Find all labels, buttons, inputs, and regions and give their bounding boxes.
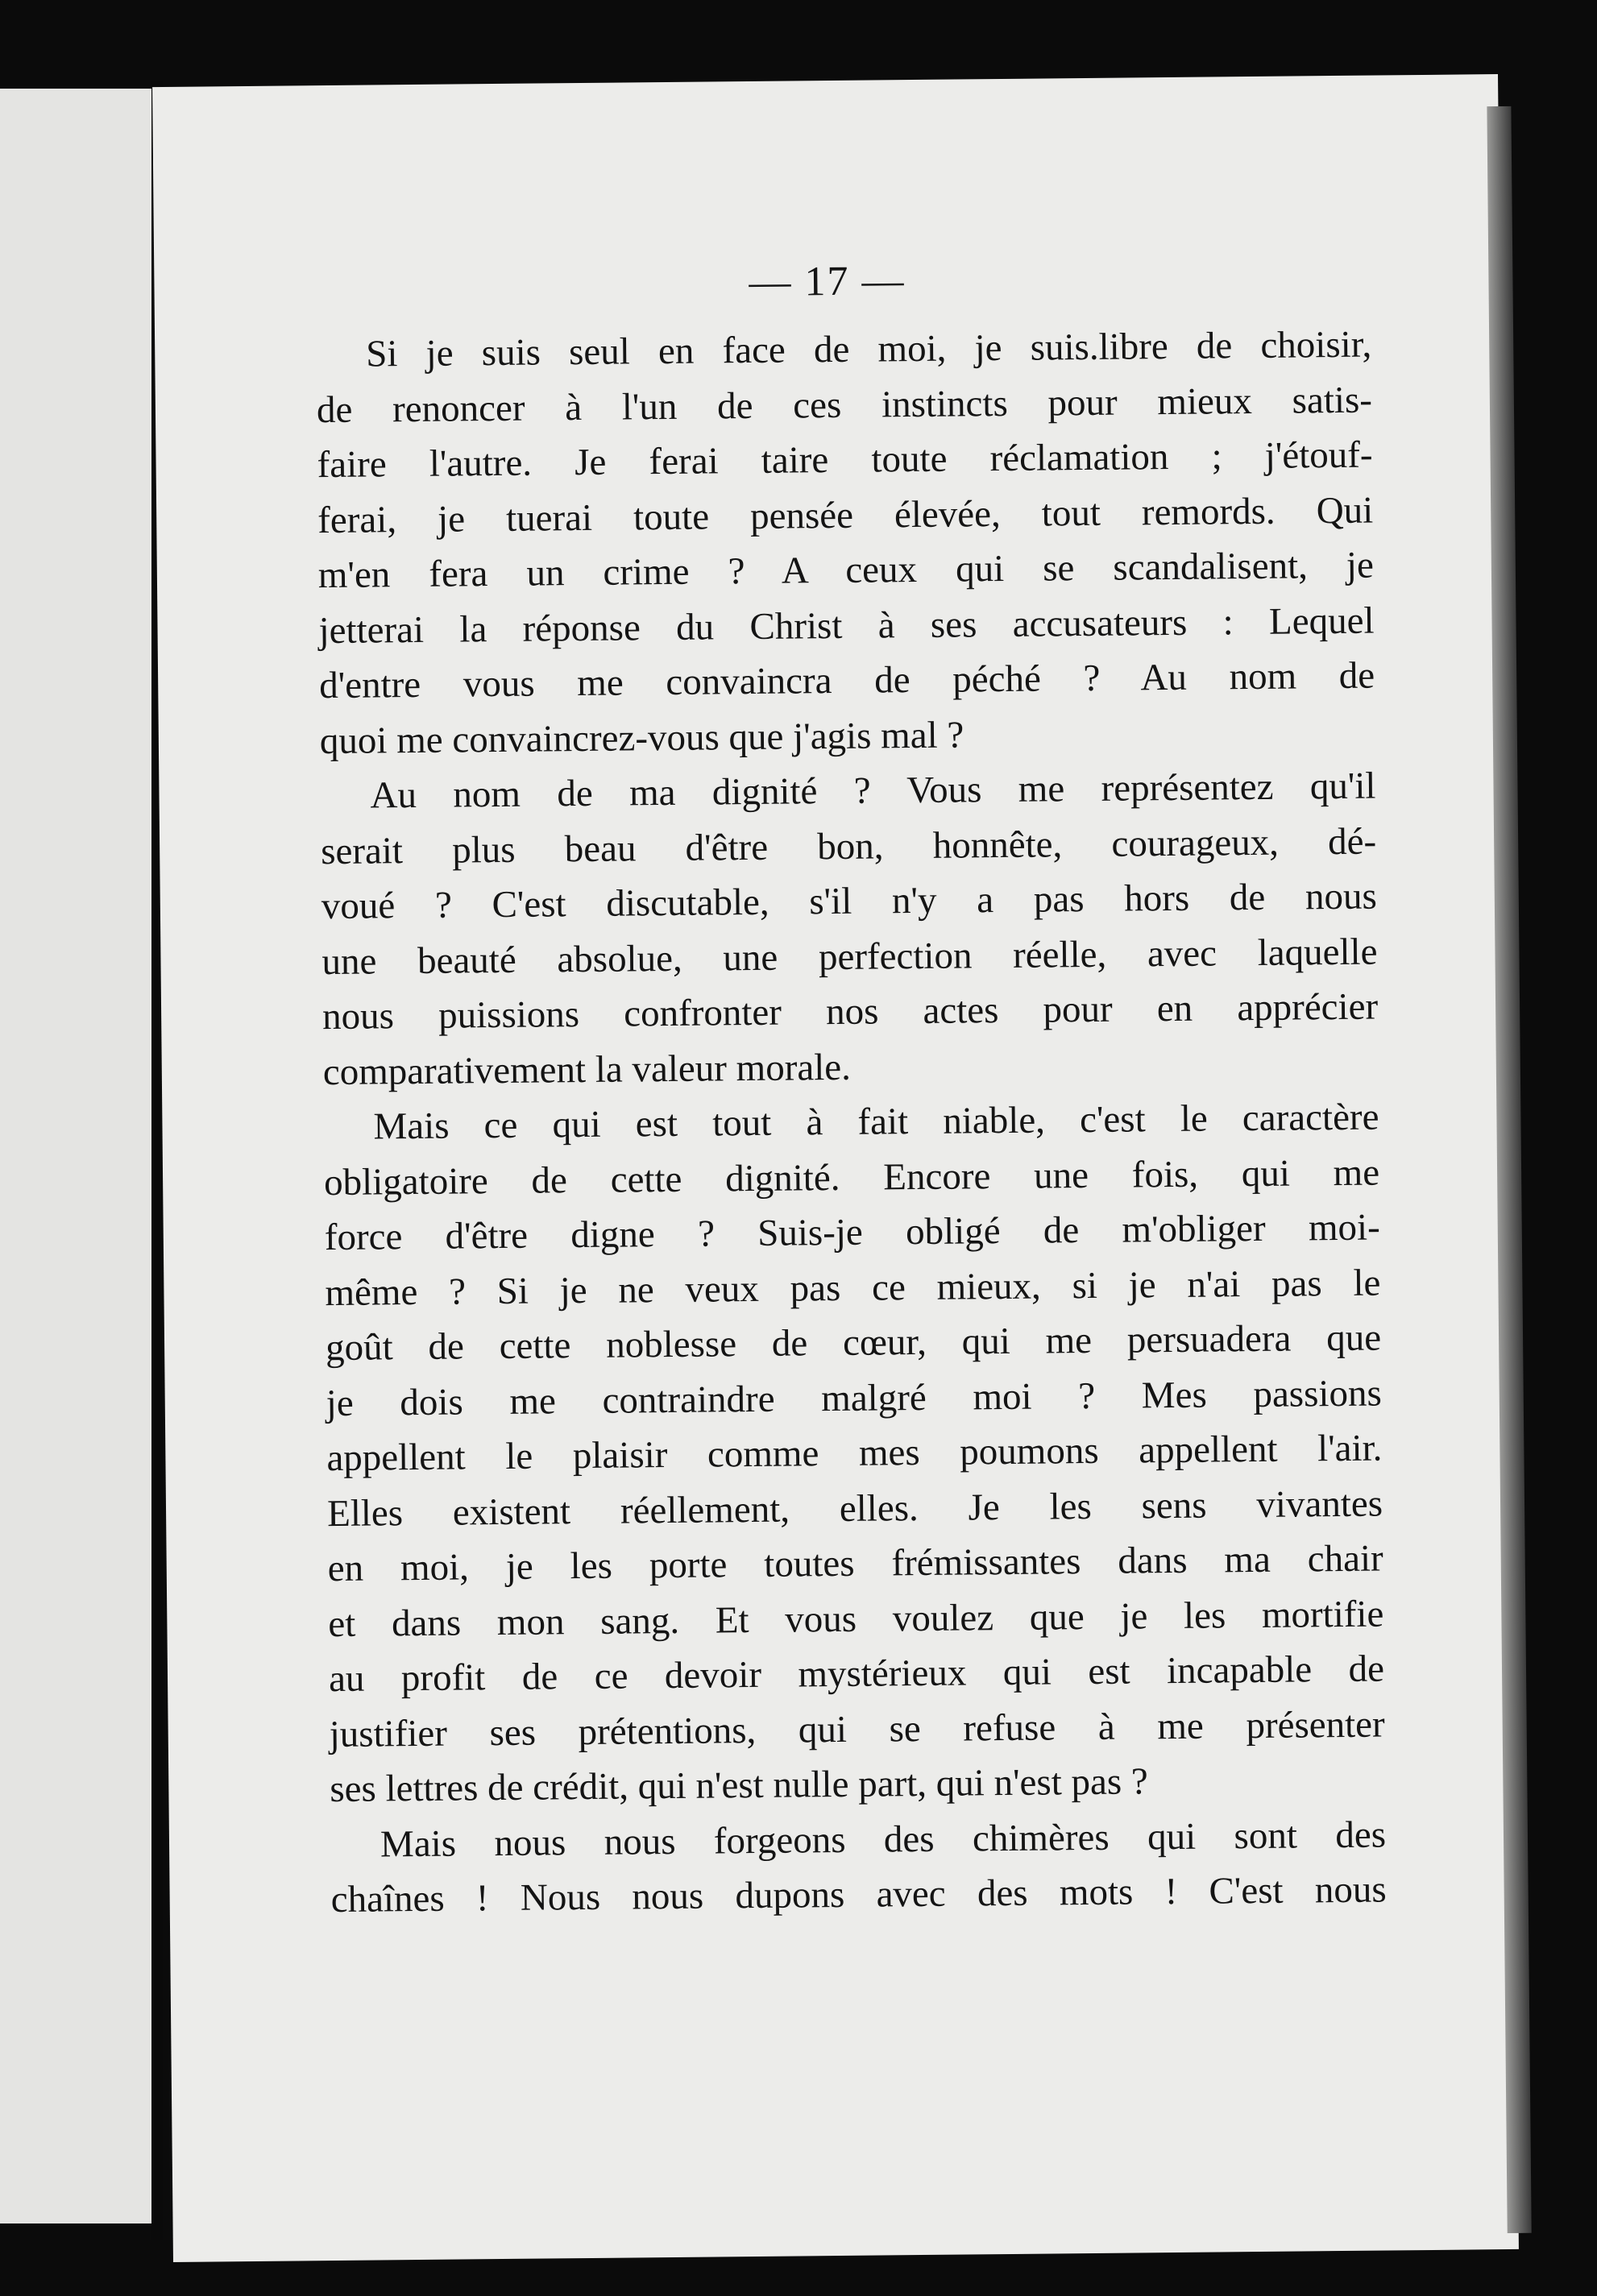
text-line: Mais ce qui est tout à fait niable, c'est le caractère [373, 1096, 1379, 1148]
text-line: serait plus beau d'être bon, honnête, courageux, dé- [320, 820, 1377, 872]
text-line: obligatoire de cette dignité. Encore une fois, qui me [323, 1151, 1380, 1204]
text-line: ferai, je tuerai toute pensée élevée, tout remords. Qui [317, 489, 1374, 541]
page-body [316, 317, 1387, 1928]
text-line: m'en fera un crime ? A ceux qui se scandalisent, je [317, 544, 1375, 597]
text-line: justifier ses prétentions, qui se refuse à me présenter [329, 1702, 1385, 1755]
text-line: de renoncer à l'un de ces instincts pour mieux satis- [316, 379, 1373, 431]
text-line: voué ? C'est discutable, s'il n'y a pas hors de nous [321, 875, 1378, 928]
page-edge-shadow [1487, 106, 1531, 2233]
text-line: Elles existent réellement, elles. Je les sens vivantes [326, 1482, 1383, 1535]
text-line: Si je suis seul en face de moi, je suis.libre de choisir, [366, 323, 1372, 375]
text-line: Au nom de ma dignité ? Vous me représentez qu'il [370, 765, 1376, 817]
text-line: jetterai la réponse du Christ à ses accusateurs : Lequel [318, 599, 1375, 652]
text-line: comparativement la valeur morale. [322, 1046, 852, 1093]
text-line: appellent le plaisir comme mes poumons appellent l'air. [326, 1427, 1383, 1480]
text-line: et dans mon sang. Et vous voulez que je les mortifie [328, 1592, 1384, 1645]
book-page [152, 74, 1519, 2262]
text-line: goût de cette noblesse de cœur, qui me persuadera que [325, 1316, 1382, 1370]
text-line: force d'être digne ? Suis-je obligé de m'obliger moi- [324, 1206, 1380, 1259]
text-line: au profit de ce devoir mystérieux qui est incapable de [328, 1647, 1385, 1701]
text-line: je dois me contraindre malgré moi ? Mes passions [326, 1372, 1382, 1424]
text-line: Mais nous nous forgeons des chimères qui sont des [380, 1813, 1387, 1865]
text-line: quoi me convaincrez-vous que j'agis mal ? [319, 713, 964, 762]
text-line: ses lettres de crédit, qui n'est nulle part, qui n'est pas ? [330, 1760, 1148, 1811]
facing-page-edge [0, 89, 151, 2223]
text-line: nous puissions confronter nos actes pour en apprécier [321, 985, 1379, 1038]
page-number: — 17 — [749, 258, 906, 305]
text-line: en moi, je les porte toutes frémissantes dans ma chair [327, 1537, 1383, 1590]
text-line: même ? Si je ne veux pas ce mieux, si je n'ai pas le [325, 1262, 1381, 1314]
text-line: chaînes ! Nous nous dupons avec des mots ! C'est nous [330, 1868, 1387, 1921]
text-line: une beauté absolue, une perfection réelle, avec laquelle [321, 930, 1378, 983]
text-line: faire l'autre. Je ferai taire toute réclamation ; j'étouf- [317, 433, 1373, 487]
text-line: d'entre vous me convaincra de péché ? Au nom de [318, 654, 1375, 707]
